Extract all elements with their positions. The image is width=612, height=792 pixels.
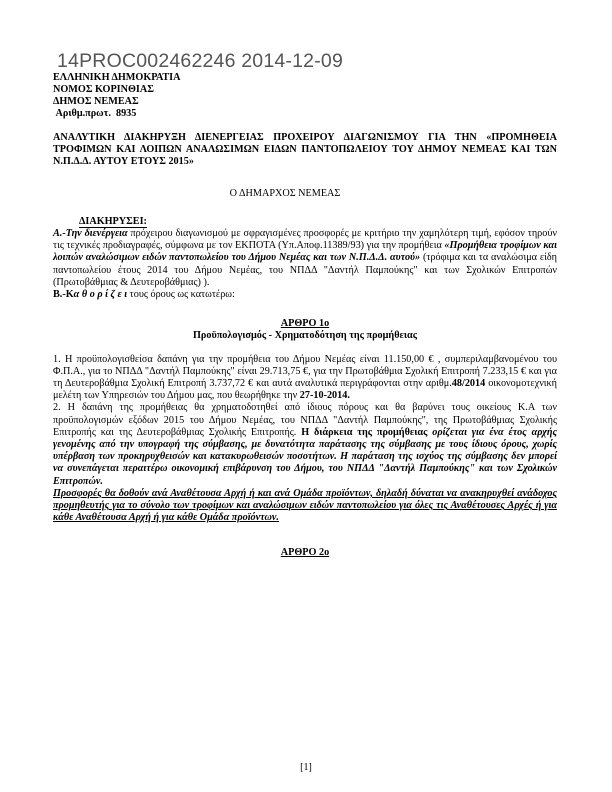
section-b-lead-1: Β.-Κ [53, 289, 74, 301]
article-1-subtitle: Προϋπολογισμός - Χρηματοδότηση της προμήθειας [192, 330, 418, 342]
declares-text: ΔΙΑΚΗΡΥΣΕΙ: [79, 215, 147, 227]
header-line-2: ΝΟΜΟΣ ΚΟΡΙΝΘΙΑΣ [53, 84, 154, 95]
section-b-lead-2: α θ ο ρ ί ζ ε ι [73, 289, 128, 301]
article-1-label: ΑΡΘΡΟ 1ο [280, 318, 330, 330]
protocol-label: Αριθμ.πρωτ. [55, 108, 111, 119]
paragraph-2-bold-1: Η διάρκεια της προμήθειας [301, 426, 428, 438]
paragraph-1-bold-2: 27-10-2014. [299, 390, 350, 402]
paragraph-3 [53, 488, 557, 525]
section-a-lead: Α.-Την διενέργεια [53, 228, 128, 240]
paragraph-3-text: Προσφορές θα δοθούν ανά Αναθέτουσα Αρχή ή και ανά Ομάδα προϊόντων, δηλαδή δύναται να ανακηρυχθεί ανάδοχος προμηθευτής για το σύνολο των τροφίμων και αναλώσιμων ειδών παντοπωλείου για όλες τις Αναθέτουσες Αρχές ή για κάθε Αναθέτουσα Αρχή ή για κάθε Ομάδα προϊόντων. [53, 487, 557, 524]
document-stamp: 14PROC002462246 2014-12-09 [57, 50, 343, 72]
article-2-label: ΑΡΘΡΟ 2ο [280, 547, 330, 559]
section-b-paragraph [53, 289, 557, 301]
paragraph-1-text-1: 1. Η προϋπολογισθείσα δαπάνη για την προμήθεια του Δήμου Νεμέας είναι 11.150,00 € , συμπεριλαμβανομένου του Φ.Π.Α., για το ΝΠΔΔ "Δαντήλ Παμπούκης" είναι 29.713,75 €, για την Πρωτοβάθμια Σχολική Επιτροπή 7.233,15 € και για τη Δευτεροβάθμια Σχολική Επιτροπή 3.737,72 € και αυτά αναλυτικά περιγράφονται στην αριθμ. [53, 353, 557, 390]
paragraph-1-text-2: οικονομοτεχνική μελέτη των Υπηρεσιών του Δήμου μας, που θεωρήθηκε την [53, 378, 558, 402]
paragraph-1 [53, 354, 557, 403]
mayor-heading: Ο ΔΗΜΑΡΧΟΣ ΝΕΜΕΑΣ [229, 187, 341, 199]
article-2-heading [53, 547, 557, 559]
declares-heading [79, 216, 557, 228]
section-a-bold-title: «Προμήθεια τροφίμων και λοιπών αναλώσιμων ειδών παντοπωλείου του Δήμου Νεμέας και των Ν.Π.Δ.Δ. αυτού» [53, 240, 557, 264]
document-title: ΑΝΑΛΥΤΙΚΗ ΔΙΑΚΗΡΥΞΗ ΔΙΕΝΕΡΓΕΙΑΣ ΠΡΟΧΕΙΡΟΥ ΔΙΑΓΩΝΙΣΜΟΥ ΓΙΑ ΤΗΝ «ΠΡΟΜΗΘΕΙΑ ΤΡΟΦΙΜΩΝ ΚΑΙ ΛΟΙΠΩΝ ΑΝΑΛΩΣΙΜΩΝ ΕΙΔΩΝ ΠΑΝΤΟΠΩΛΕΙΟΥ ΤΟΥ ΔΗΜΟΥ ΝΕΜΕΑΣ ΚΑΙ ΤΩΝ Ν.Π.Δ.Δ. ΑΥΤΟΥ ΕΤΟΥΣ 2015» [53, 132, 557, 168]
protocol-value: 8935 [115, 108, 137, 119]
paragraph-2 [53, 402, 557, 487]
section-a-text-1: πρόχειρου διαγωνισμού με σφραγισμένες προσφορές με κριτήριο την χαμηλότερη τιμή, εφόσον τηρούν τις τεχνικές προδιαγραφές, σύμφωνα με τον ΕΚΠΟΤΑ (Υπ.Αποφ.11389/93) για την προμήθεια [53, 228, 557, 252]
section-a-text-2: (τρόφιμα και τα αναλώσιμα είδη παντοπωλείου έτους 2014 του Δήμου Νεμέας, του ΝΠΔΔ "Δαντήλ Παμπούκης" και των Σχολικών Επιτροπών (Πρωτοβάθμιας & Δευτεροβάθμιας) ). [53, 252, 557, 288]
paragraph-2-bolditalic-1: ορίζεται για ένα έτος αρχής γενομένης από την υπογραφή της σύμβασης, με δυνατότητα παράτασης της σύμβασης με τους ίδιους όρους, χωρίς υπέρβαση των προκηρυχθεισών και κατακυρωθεισών ποσοτήτων. Η παράταση της ισχύος της σύμβασης δεν μπορεί να συνεπάγεται περαιτέρω οικονομική επιβάρυνση του Δήμου, του ΝΠΔΔ "Δαντήλ Παμπούκης" και των Σχολικών Επιτροπών. [53, 426, 558, 487]
article-1-heading [53, 318, 557, 330]
document-body [53, 72, 557, 560]
paragraph-1-bold-1: 48/2014 [451, 378, 486, 390]
section-b-text: τους όρους ως κατωτέρω: [127, 289, 235, 301]
paragraph-2-text-1: 2. Η δαπάνη της προμήθειας θα χρηματοδοτηθεί από ίδιους πόρους και θα βαρύνει τους οικείους Κ.Α των προϋπολογισμών εξόδων 2015 του Δήμου Νεμέας, του ΝΠΔΔ "Δαντήλ Παμπούκης", της Πρωτοβάθμιας Σχολικής Επιτροπής και της Δευτεροβάθμιας Σχολικής Επιτροπής. [53, 402, 557, 438]
page-number: [1] [300, 762, 312, 773]
section-a-paragraph [53, 228, 557, 289]
protocol-number [53, 108, 557, 120]
header-line-3: ΔΗΜΟΣ ΝΕΜΕΑΣ [53, 96, 139, 107]
header-line-1: ΕΛΛΗΝΙΚΗ ΔΗΜΟΚΡΑΤΙΑ [53, 72, 181, 83]
